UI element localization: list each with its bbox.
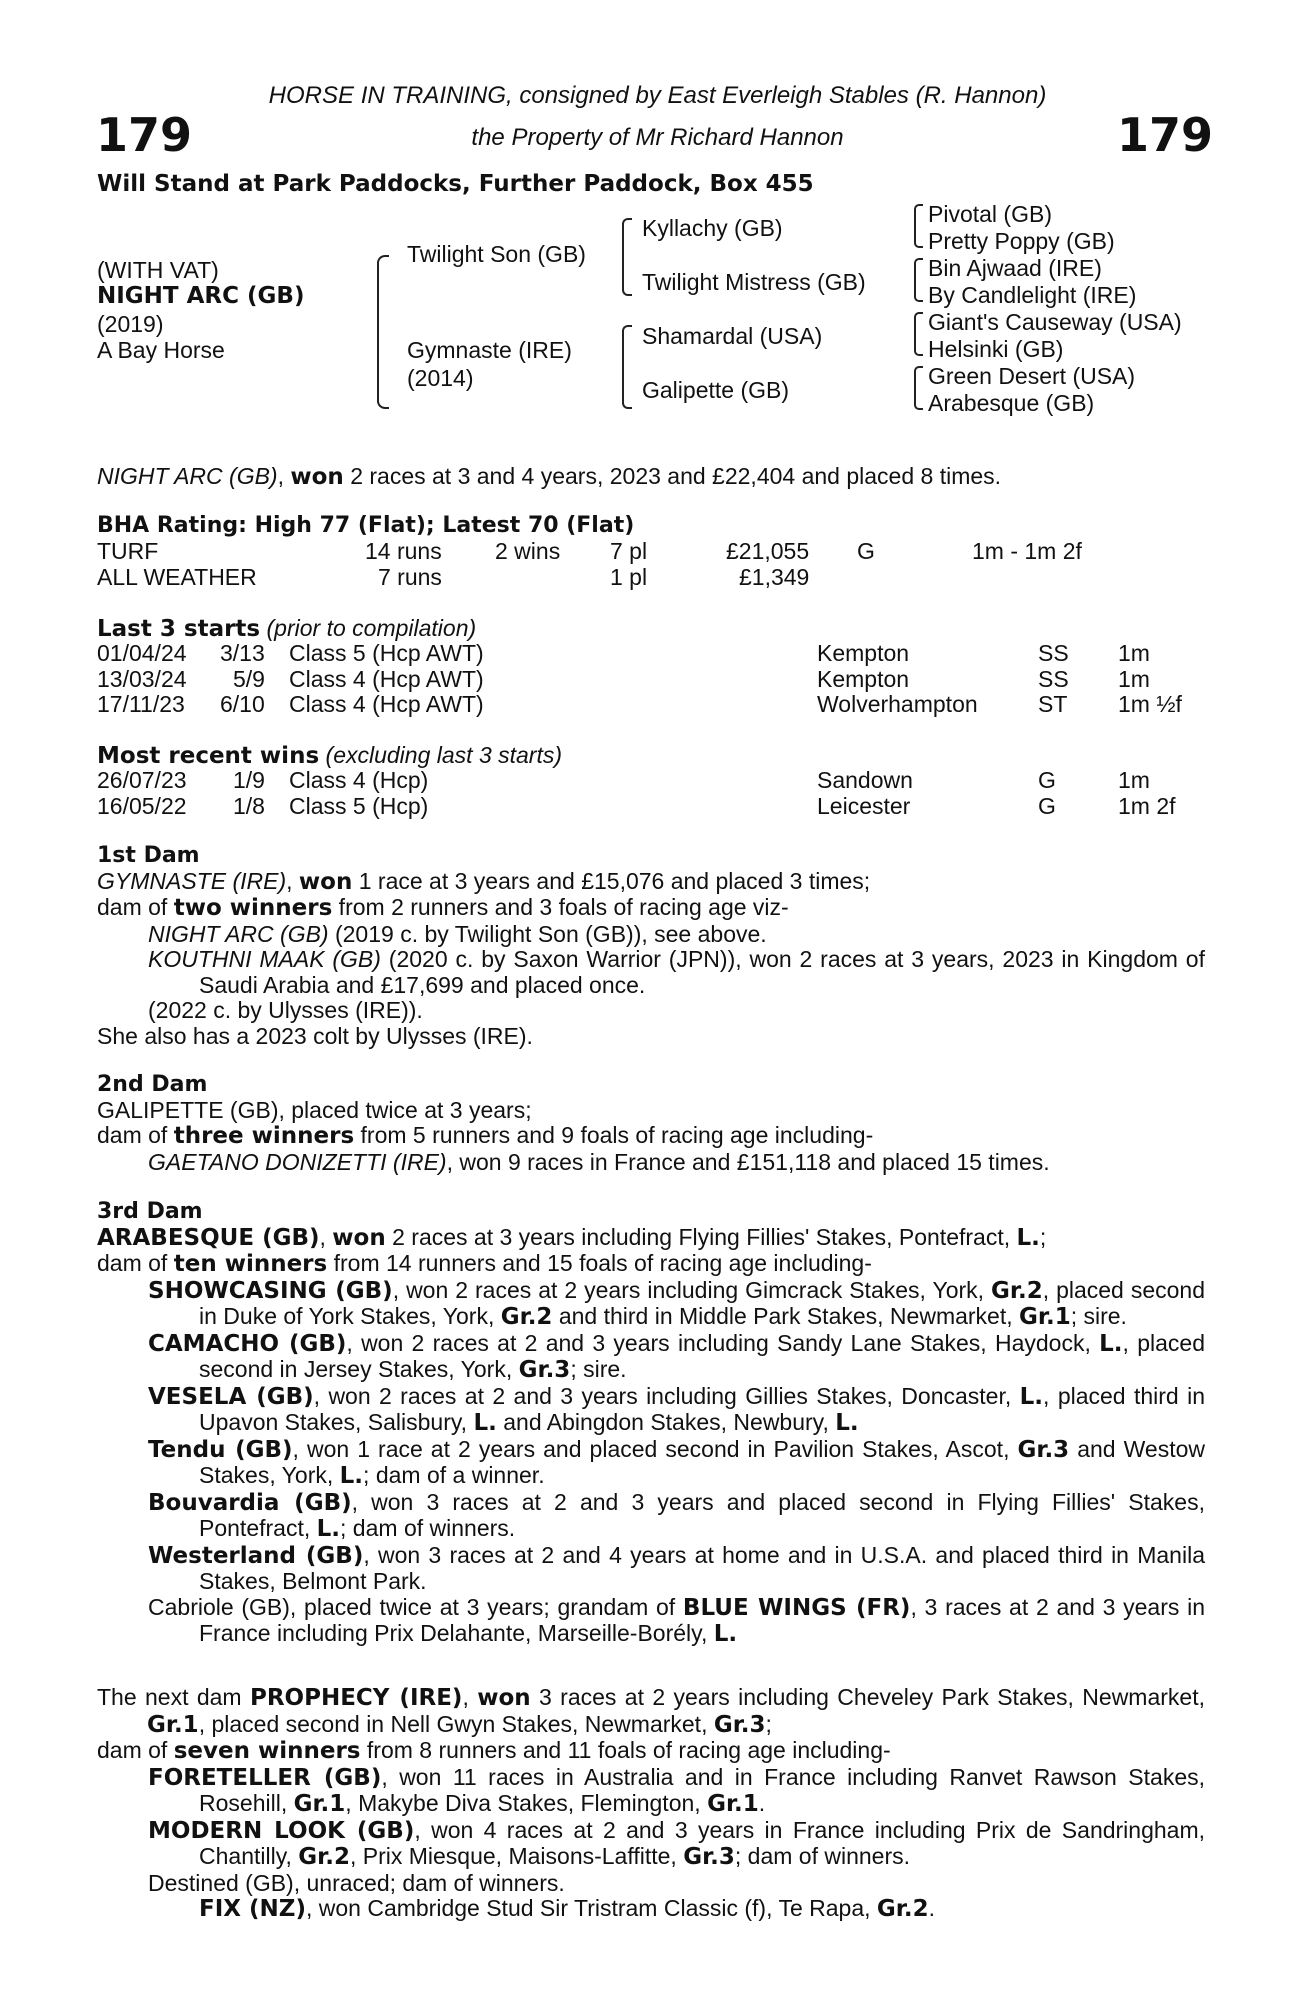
lot-number-left: 179 (96, 108, 193, 162)
summary-won: won (290, 464, 344, 490)
runs: 14 runs (365, 538, 442, 564)
dam-dam-sire: Green Desert (USA) (928, 363, 1136, 389)
going: G (857, 538, 875, 564)
pedigree-brace (377, 255, 389, 409)
going: G (1038, 767, 1056, 793)
table-row (97, 794, 1205, 820)
last3-note: (prior to compilation) (266, 615, 477, 641)
table-row (97, 692, 1205, 718)
course: Sandown (817, 767, 913, 793)
going: SS (1038, 640, 1069, 666)
position: 6/10 (220, 691, 265, 717)
race-class: Class 4 (Hcp AWT) (289, 691, 484, 717)
summary-horse-name: NIGHT ARC (GB) (97, 463, 278, 489)
recent-heading (97, 742, 562, 769)
dam-of-line: dam of ten winners from 14 runners and 15 foals of racing age including- (97, 1250, 872, 1277)
course: Kempton (817, 665, 910, 692)
position: 3/13 (220, 640, 265, 666)
surface: ALL WEATHER (97, 563, 257, 590)
recent-table (97, 768, 1205, 819)
rating-row-aw (97, 565, 1205, 591)
going: ST (1038, 691, 1068, 717)
sire-sire-sire: Pivotal (GB) (928, 201, 1052, 227)
horse-name: NIGHT ARC (GB) (97, 283, 305, 309)
dam-of-line: dam of two winners from 2 runners and 3 foals of racing age viz- (97, 894, 789, 921)
distance: 1m (1118, 767, 1150, 793)
dam-line: GALIPETTE (GB), placed twice at 3 years; (97, 1096, 532, 1123)
race-class: Class 5 (Hcp AWT) (289, 640, 484, 666)
third-dam-section (97, 1199, 1205, 1648)
list-item: Destined (GB), unraced; dam of winners. (148, 1869, 565, 1896)
prize-money: £1,349 (739, 563, 810, 590)
dam-line: GYMNASTE (IRE), won 1 race at 3 years and £15,076 and placed 3 times; (97, 867, 871, 895)
sire-dam-dam: By Candlelight (IRE) (928, 282, 1137, 308)
distance: 1m (1118, 640, 1150, 666)
going: SS (1038, 665, 1069, 692)
table-row (97, 667, 1205, 693)
first-dam-section (97, 843, 1205, 1049)
dam-note: She also has a 2023 colt by Ulysses (IRE). (97, 1022, 533, 1049)
list-item: Bouvardia (GB), won 3 races at 2 and 3 years and placed second in Flying Fillies' Stakes, Pontefract, L.; dam of winners. (148, 1488, 1205, 1542)
last3-table (97, 641, 1205, 718)
property-line: the Property of Mr Richard Hannon (471, 124, 844, 151)
recent-title: Most recent wins (97, 743, 320, 769)
distance: 1m ½f (1118, 691, 1182, 717)
stand-location: Will Stand at Park Paddocks, Further Paddock, Box 455 (97, 171, 814, 197)
dam-sire-dam: Helsinki (GB) (928, 336, 1064, 362)
table-row (97, 768, 1205, 794)
sire-brace (622, 218, 632, 296)
course: Leicester (817, 792, 911, 819)
consignor-line: HORSE IN TRAINING, consigned by East Everleigh Stables (R. Hannon) (268, 82, 1047, 109)
recent-note: (excluding last 3 starts) (325, 742, 563, 768)
list-item: CAMACHO (GB), won 2 races at 2 and 3 years including Sandy Lane Stakes, Haydock, L., placed second in Jersey Stakes, York, Gr.3; sire. (148, 1329, 1205, 1383)
horse-description: A Bay Horse (97, 337, 225, 363)
vat-note: (WITH VAT) (97, 257, 219, 283)
section-title: 1st Dam (97, 843, 200, 868)
gen3-brace-4 (914, 366, 923, 410)
list-item: (2022 c. by Ulysses (IRE)). (148, 997, 423, 1023)
section-title: 2nd Dam (97, 1072, 208, 1097)
section-title: 3rd Dam (97, 1199, 203, 1224)
list-item: VESELA (GB), won 2 races at 2 and 3 years including Gillies Stakes, Doncaster, L., placed third in Upavon Stakes, Salisbury, L. and Abingdon Stakes, Newbury, L. (148, 1382, 1205, 1436)
next-dam-section (97, 1685, 1205, 1923)
gen3-brace-2 (914, 258, 923, 302)
prize-money: £21,055 (726, 538, 810, 564)
wins: 2 wins (495, 538, 561, 564)
list-item: FORETELLER (GB), won 11 races in Australia and in France including Ranvet Rawson Stakes, Rosehill, Gr.1, Makybe Diva Stakes, Flemington, Gr.1. (148, 1763, 1205, 1817)
last3-title: Last 3 starts (97, 616, 261, 642)
second-dam-section (97, 1072, 1205, 1175)
course: Kempton (817, 640, 910, 666)
bha-rating: BHA Rating: High 77 (Flat); Latest 70 (Flat) (97, 513, 635, 538)
dam-line: The next dam PROPHECY (IRE), won 3 races at 2 years including Cheveley Park Stakes, Newmarket, Gr.1, placed second in Nell Gwyn Stakes, Newmarket, Gr.3; (97, 1684, 1205, 1738)
race-class: Class 5 (Hcp) (289, 792, 429, 819)
distance: 1m (1118, 665, 1150, 692)
sire: Twilight Son (GB) (407, 241, 586, 267)
distance: 1m - 1m 2f (972, 538, 1082, 564)
position: 1/9 (233, 767, 265, 793)
last3-heading (97, 615, 476, 642)
race-class: Class 4 (Hcp AWT) (289, 665, 484, 692)
gen3-brace-1 (914, 204, 923, 248)
dam: Gymnaste (IRE) (407, 337, 572, 363)
dam-sire: Shamardal (USA) (642, 323, 823, 349)
list-item: Tendu (GB), won 1 race at 2 years and placed second in Pavilion Stakes, Ascot, Gr.3 and Westow Stakes, York, L.; dam of a winner. (148, 1435, 1206, 1489)
dam-line: ARABESQUE (GB), won 2 races at 3 years including Flying Fillies' Stakes, Pontefract, L.; (97, 1223, 1047, 1251)
sire-sire: Kyllachy (GB) (642, 215, 783, 241)
surface: TURF (97, 538, 159, 564)
sire-dam: Twilight Mistress (GB) (642, 269, 866, 295)
race-class: Class 4 (Hcp) (289, 767, 429, 793)
list-item: SHOWCASING (GB), won 2 races at 2 years including Gimcrack Stakes, York, Gr.2, placed second in Duke of York Stakes, York, Gr.2 and third in Middle Park Stakes, Newmarket, Gr.1; sire. (148, 1276, 1205, 1330)
summary-text: 2 races at 3 and 4 years, 2023 and £22,404 and placed 8 times. (343, 463, 1002, 489)
date: 17/11/23 (97, 691, 185, 717)
course: Wolverhampton (817, 691, 978, 717)
list-item: NIGHT ARC (GB) (2019 c. by Twilight Son (GB)), see above. (148, 920, 767, 947)
dam-dam-dam: Arabesque (GB) (928, 390, 1095, 416)
dam-of-line: dam of seven winners from 8 runners and 11 foals of racing age including- (97, 1737, 891, 1764)
date: 16/05/22 (97, 792, 187, 819)
going: G (1038, 792, 1056, 819)
placed: 7 pl (610, 538, 648, 564)
dam-of-line: dam of three winners from 5 runners and 9 foals of racing age including- (97, 1122, 874, 1149)
list-item: GAETANO DONIZETTI (IRE), won 9 races in France and £151,118 and placed 15 times. (148, 1148, 1050, 1175)
list-item: MODERN LOOK (GB), won 4 races at 2 and 3 years in France including Prix de Sandringham, Chantilly, Gr.2, Prix Miesque, Maisons-Laffitte, Gr.3; dam of winners. (148, 1816, 1206, 1870)
sire-dam-sire: Bin Ajwaad (IRE) (928, 255, 1102, 281)
sire-sire-dam: Pretty Poppy (GB) (928, 228, 1115, 254)
dam-year: (2014) (407, 365, 474, 391)
lot-number-right: 179 (1117, 108, 1214, 162)
rating-table (97, 539, 1205, 590)
date: 13/03/24 (97, 665, 187, 692)
race-summary: NIGHT ARC (GB), won 2 races at 3 and 4 years, 2023 and £22,404 and placed 8 times. (97, 463, 1002, 490)
placed: 1 pl (610, 563, 648, 590)
list-item: FIX (NZ), won Cambridge Stud Sir Tristram Classic (f), Te Rapa, Gr.2. (199, 1895, 935, 1922)
dam-brace (622, 325, 632, 409)
horse-year: (2019) (97, 311, 164, 337)
rating-row-turf (97, 539, 1205, 565)
position: 1/8 (233, 792, 265, 819)
dam-dam: Galipette (GB) (642, 377, 789, 403)
dam-sire-sire: Giant's Causeway (USA) (928, 309, 1182, 335)
runs: 7 runs (378, 563, 442, 590)
list-item: KOUTHNI MAAK (GB) (2020 c. by Saxon Warrior (JPN)), won 2 races at 3 years, 2023 in Kingdom of Saudi Arabia and £17,699 and placed once. (148, 946, 1205, 998)
distance: 1m 2f (1118, 792, 1176, 819)
date: 26/07/23 (97, 767, 187, 793)
date: 01/04/24 (97, 640, 187, 666)
list-item: Westerland (GB), won 3 races at 2 and 4 years at home and in U.S.A. and placed third in Manila Stakes, Belmont Park. (148, 1541, 1205, 1594)
list-item: Cabriole (GB), placed twice at 3 years; grandam of BLUE WINGS (FR), 3 races at 2 and 3 years in France including Prix Delahante, Marseille-Borély, L. (148, 1593, 1205, 1647)
position: 5/9 (233, 665, 265, 692)
gen3-brace-3 (914, 312, 923, 356)
table-row (97, 641, 1205, 667)
